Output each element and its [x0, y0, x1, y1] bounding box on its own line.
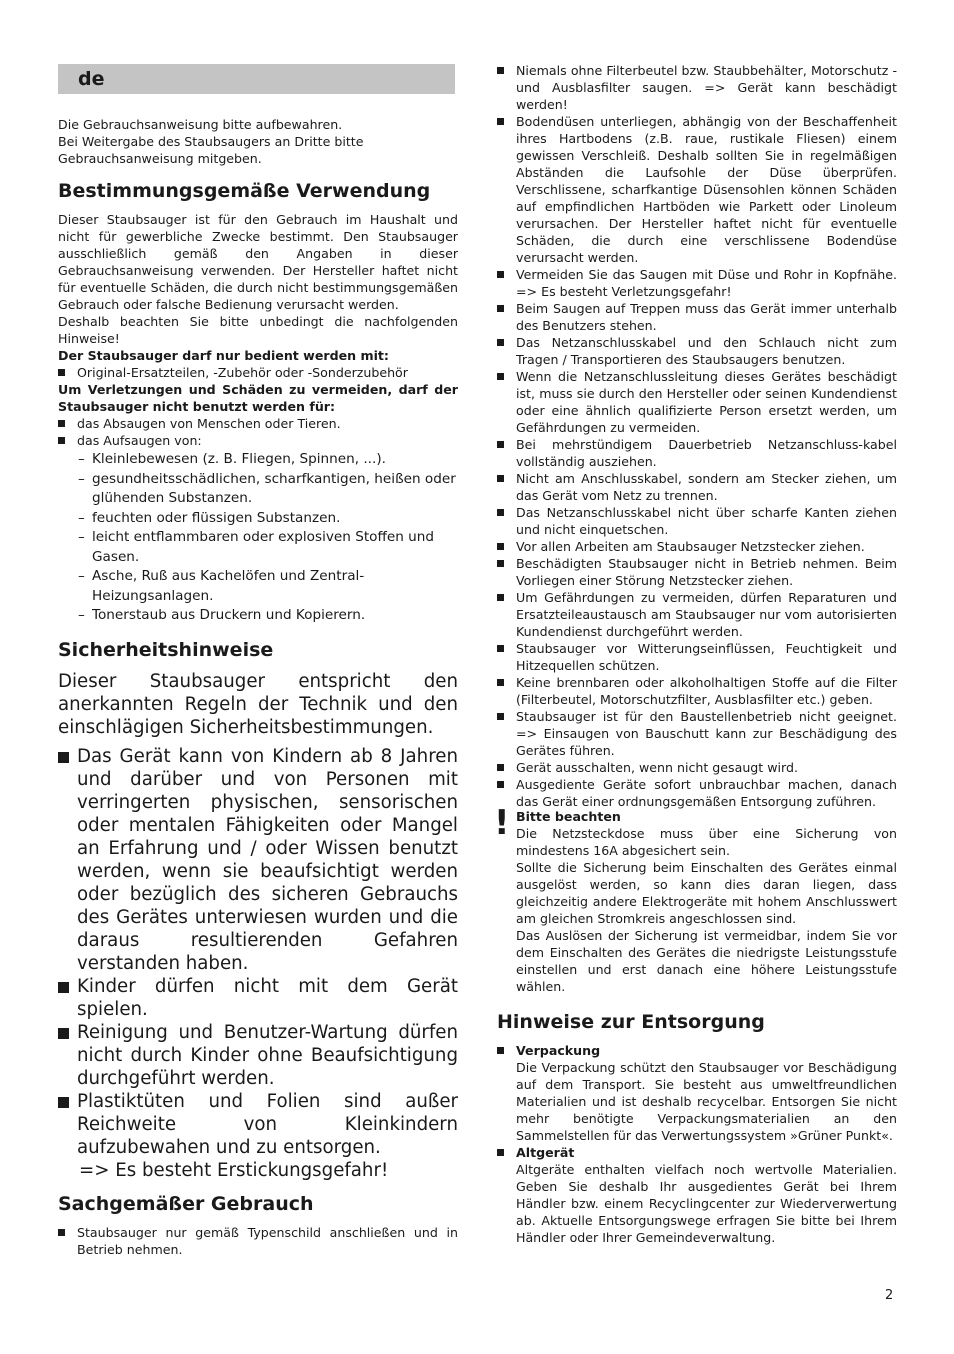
- bullet-item: Das Gerät kann von Kindern ab 8 Jahren und darüber und von Personen mit verringerten physischen, sensorischen oder mentalen Fähigkeiten oder Mangel an Erfahrung und / oder Wissen benutzt werden, wenn sie beaufsichtigt werden oder bezüglich des sicheren Gebrauchs des Gerätes unterwiesen wurden und die daraus resultierenden Gefahren verstanden haben.: [58, 745, 458, 975]
- section-title: Bestimmungsgemäße Verwendung: [58, 180, 431, 202]
- dash-item: – leicht entflammbaren oder explosiven Stoffen und Gasen.: [58, 528, 458, 567]
- exclamation-icon: !: [494, 803, 510, 843]
- note-paragraph: Sollte die Sicherung beim Einschalten des Gerätes einmal ausgelöst werden, so kann dies daran liegen, dass gleichzeitig andere Elektrogeräte mit hohem Anschlusswert am gleichen Stromkreis angeschlossen sind.: [516, 860, 897, 926]
- dash-item: – Asche, Ruß aus Kachelöfen und Zentral- Heizungsanlagen.: [58, 567, 458, 606]
- paragraph: Dieser Staubsauger entspricht den anerkannten Regeln der Technik und den einschlägigen Sicherheitsbestimmungen.: [58, 671, 458, 738]
- dash-item: – feuchten oder flüssigen Substanzen.: [58, 509, 458, 529]
- bullet-item: Bei mehrstündigem Dauerbetrieb Netzanschluss-kabel vollständig ausziehen.: [497, 436, 897, 470]
- dash-item: – gesundheitsschädlichen, scharfkantigen, heißen oder glühenden Substanzen.: [58, 470, 458, 509]
- bullet-item: Staubsauger vor Witterungseinflüssen, Feuchtigkeit und Hitzequellen schützen.: [497, 640, 897, 674]
- bullet-item: Um Gefährdungen zu vermeiden, dürfen Reparaturen und Ersatzteileaustausch am Staubsauger nur vom autorisierten Kundendienst durchgeführt werden.: [497, 589, 897, 640]
- dash-item: – Tonerstaub aus Druckern und Kopierern.: [58, 606, 458, 626]
- safety-bullets: [497, 62, 897, 810]
- bullet-item: Keine brennbaren oder alkoholhaltigen Stoffe auf die Filter (Filterbeutel, Motorschutzfilter, Ausblasfilter etc.) geben.: [497, 674, 897, 708]
- section-proper-use: [58, 1191, 458, 1258]
- paragraph: Altgeräte enthalten vielfach noch wertvolle Materialien. Geben Sie deshalb Ihr ausgedientes Gerät bei Ihrem Händler bzw. einem Recyclingcenter zur Wiederverwertung ab. Aktuelle Entsorgungswege erfragen Sie bitte bei Ihrem Händler oder Ihrer Gemeindeverwaltung.: [516, 1162, 897, 1245]
- bullet-item: Kinder dürfen nicht mit dem Gerät spielen.: [58, 975, 458, 1021]
- section-title: Hinweise zur Entsorgung: [497, 1011, 765, 1033]
- section-safety: [58, 637, 458, 1182]
- section-title: Sicherheitshinweise: [58, 639, 274, 661]
- paragraph: Deshalb beachten Sie bitte unbedingt die nachfolgenden Hinweise!: [58, 314, 458, 346]
- bullet-item: Nicht am Anschlusskabel, sondern am Stecker ziehen, um das Gerät vom Netz zu trennen.: [497, 470, 897, 504]
- bullet-item: Das Netzanschlusskabel nicht über scharfe Kanten ziehen und nicht einquetschen.: [497, 504, 897, 538]
- bullet-item: Staubsauger ist für den Baustellenbetrieb nicht geeignet. => Einsaugen von Bauschutt kann zur Beschädigung des Gerätes führen.: [497, 708, 897, 759]
- subsection-title: Altgerät: [497, 1144, 897, 1161]
- bullet-item: Ausgediente Geräte sofort unbrauchbar machen, danach das Gerät einer ordnungsgemäßen Entsorgung zuführen.: [497, 776, 897, 810]
- bold-note: Der Staubsauger darf nur bedient werden mit:: [58, 348, 389, 363]
- bullet-item: Staubsauger nur gemäß Typenschild anschließen und in Betrieb nehmen.: [58, 1224, 458, 1258]
- warning-text: => Es besteht Erstickungsgefahr!: [79, 1160, 389, 1181]
- intro-text: [58, 116, 458, 167]
- intro-line-2: Bei Weitergabe des Staubsaugers an Dritte bitte Gebrauchsanweisung mitgeben.: [58, 134, 364, 166]
- bullet-item: Reinigung und Benutzer-Wartung dürfen nicht durch Kinder ohne Beaufsichtigung durchgeführt werden.: [58, 1021, 458, 1090]
- bullet-item: Beim Saugen auf Treppen muss das Gerät immer unterhalb des Benutzers stehen.: [497, 300, 897, 334]
- bullet-item: Bodendüsen unterliegen, abhängig von der Beschaffenheit ihres Hartbodens (z.B. raue, rustikale Fliesen) einem gewissen Verschleiß. Deshalb sollten Sie in regelmäßigen Abständen die Laufsohle der Düse überprüfen. Verschlissene, scharfkantige Düsensohlen können Schäden auf empfindlichen Hartböden wie Parkett oder Linoleum verursachen. Der Hersteller haftet nicht für eventuelle Schäden, die durch eine verschlissene Bodendüse verursacht werden.: [497, 113, 897, 266]
- dash-item: – Kleinlebewesen (z. B. Fliegen, Spinnen, ...).: [58, 450, 458, 470]
- section-intended-use: [58, 178, 458, 626]
- bullet-item: Gerät ausschalten, wenn nicht gesaugt wird.: [497, 759, 897, 776]
- note-title: Bitte beachten: [516, 809, 621, 824]
- bullet-item: Original-Ersatzteilen, -Zubehör oder -Sonderzubehör: [58, 364, 458, 381]
- bullet-item: Vor allen Arbeiten am Staubsauger Netzstecker ziehen.: [497, 538, 897, 555]
- paragraph: Dieser Staubsauger ist für den Gebrauch im Haushalt und nicht für gewerbliche Zwecke bestimmt. Den Staubsauger ausschließlich gemäß den Angaben in dieser Gebrauchsanweisung verwenden. Der Hersteller haftet nicht für eventuelle Schäden, die durch nicht bestimmungsgemäßen Gebrauch oder falsche Bedienung verursacht werden.: [58, 212, 458, 312]
- note-paragraph: Das Auslösen der Sicherung ist vermeidbar, indem Sie vor dem Einschalten des Gerätes die niedrigste Leistungsstufe einstellen und erst danach eine höhere Leistungsstufe wählen.: [516, 928, 897, 994]
- language-header: [58, 64, 455, 94]
- note-box: [494, 803, 897, 995]
- bullet-item: Wenn die Netzanschlussleitung dieses Gerätes beschädigt ist, muss sie durch den Hersteller oder seinen Kundendienst oder eine ähnlich qualifizierte Person ersetzt werden, um Gefährdungen zu vermeiden.: [497, 368, 897, 436]
- bullet-item: Niemals ohne Filterbeutel bzw. Staubbehälter, Motorschutz - und Ausblasfilter saugen. => Gerät kann beschädigt werden!: [497, 62, 897, 113]
- bullet-item: Vermeiden Sie das Saugen mit Düse und Rohr in Kopfnähe. => Es besteht Verletzungsgefahr!: [497, 266, 897, 300]
- bullet-item: das Aufsaugen von:: [58, 432, 458, 449]
- section-title: Sachgemäßer Gebrauch: [58, 1193, 314, 1215]
- bullet-item: das Absaugen von Menschen oder Tieren.: [58, 415, 458, 432]
- paragraph: Die Verpackung schützt den Staubsauger vor Beschädigung auf dem Transport. Sie besteht aus umweltfreundlichen Materialien und ist deshalb recycelbar. Entsorgen Sie nicht mehr benötigte Verpackungsmaterialien an den Sammelstellen für das Verwertungssystem »Grüner Punkt«.: [516, 1060, 897, 1143]
- bullet-item: Das Netzanschlusskabel und den Schlauch nicht zum Tragen / Transportieren des Staubsaugers benutzen.: [497, 334, 897, 368]
- intro-line-1: Die Gebrauchsanweisung bitte aufbewahren.: [58, 117, 343, 132]
- bold-note: Um Verletzungen und Schäden zu vermeiden, darf der Staubsauger nicht benutzt werden für:: [58, 382, 458, 414]
- page-number: 2: [885, 1288, 894, 1303]
- section-disposal: [497, 1009, 897, 1246]
- bullet-item: Plastiktüten und Folien sind außer Reichweite von Kleinkindern aufzubewahen und zu entsorgen.: [58, 1090, 458, 1159]
- bullet-item: Beschädigten Staubsauger nicht in Betrieb nehmen. Beim Vorliegen einer Störung Netzstecker ziehen.: [497, 555, 897, 589]
- dash-list: [58, 450, 458, 626]
- subsection-title: Verpackung: [497, 1042, 897, 1059]
- note-paragraph: Die Netzsteckdose muss über eine Sicherung von mindestens 16A abgesichert sein.: [516, 826, 897, 858]
- language-code: de: [78, 68, 105, 90]
